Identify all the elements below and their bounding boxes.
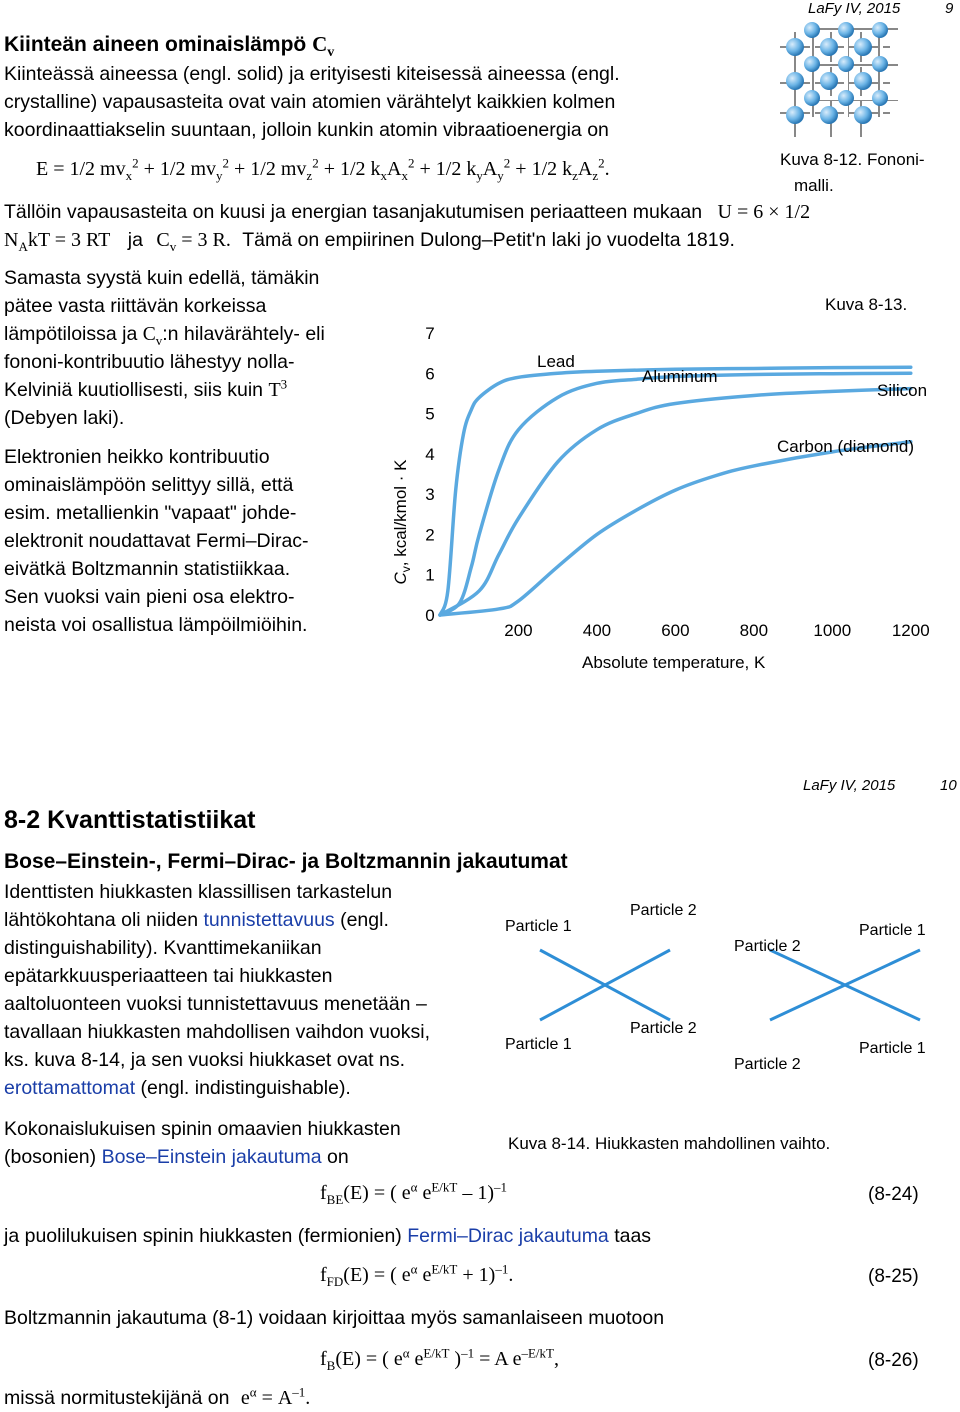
- link-fermi-dirac: Fermi–Dirac jakautuma: [407, 1225, 609, 1247]
- y-tick-label-4: 4: [425, 444, 435, 464]
- page-header: LaFy IV, 2015: [808, 0, 901, 17]
- link-bose-einstein: Bose–Einstein jakautuma: [101, 1146, 322, 1168]
- bose-line-1: Kokonaislukuisen spinin omaavien hiukkasten: [4, 1118, 401, 1140]
- fig12-caption-line1: Kuva 8-12. Fononi-: [780, 150, 925, 169]
- boltzmann-line: Boltzmannin jakautuma (8-1) voidaan kirjoittaa myös samanlaiseen muotoon: [4, 1307, 665, 1329]
- para1-line-4: fononi-kontribuutio lähestyy nolla-: [4, 351, 295, 373]
- equation-number-8-26: (8-26): [868, 1350, 919, 1371]
- heat-capacity-chart: [380, 280, 960, 680]
- para2-line-2: ominaislämpöön selittyy sillä, että: [4, 474, 294, 496]
- link-tunnistettavuus: tunnistettavuus: [203, 909, 335, 931]
- page2-number: 10: [940, 777, 957, 794]
- x-tick-label-400: 400: [582, 621, 612, 640]
- p2-line-6: tavallaan hiukkasten mahdollisen vaihdon vuoksi,: [4, 1021, 431, 1043]
- series-label-lead: Lead: [537, 352, 575, 371]
- y-tick-label-3: 3: [425, 485, 435, 505]
- equation-bose-einstein: $f_{BE}(E)$ = ( $e^\alpha$ $e^{E/kT} - 1)^{-1}$: [320, 1179, 508, 1207]
- x-tick-label-1000: 1000: [813, 621, 852, 640]
- page-title: Kiinteän aineen ominaislämpö $C_v$: [4, 32, 335, 61]
- x-tick-label-800: 800: [739, 621, 769, 640]
- fig14-label-p2-bottom-left: Particle 2: [630, 1020, 697, 1037]
- fig14-label-p1-top-left: Particle 1: [505, 918, 572, 935]
- section-subtitle: Bose–Einstein-, Fermi–Dirac- ja Boltzmannin jakautumat: [4, 850, 568, 873]
- fig14-label-p1-top-right: Particle 1: [859, 922, 926, 939]
- y-tick-label-0: 0: [425, 606, 435, 625]
- fig14-label-p2-bottom-right: Particle 2: [734, 1056, 801, 1073]
- series-label-carbon-diamond: Carbon (diamond): [777, 437, 915, 456]
- para2-line-6: Sen vuoksi vain pieni osa elektro-: [4, 586, 295, 608]
- equation-number-8-25: (8-25): [868, 1266, 919, 1287]
- fig14-label-p2-top-left: Particle 2: [630, 902, 697, 919]
- phonon-model-figure: [770, 22, 900, 144]
- fig14-label-p1-bottom-right: Particle 1: [859, 1040, 926, 1057]
- para2-line-4: elektronit noudattavat Fermi–Dirac-: [4, 530, 309, 552]
- p2-line-7: ks. kuva 8-14, ja sen vuoksi hiukkaset ovat ns.: [4, 1049, 406, 1071]
- page2-header: LaFy IV, 2015: [803, 777, 896, 794]
- y-tick-label-7: 7: [425, 324, 435, 343]
- curve-aluminum: [440, 373, 911, 615]
- y-tick-label-6: 6: [425, 364, 435, 384]
- intro-line-3: koordinaattiakselin suuntaan, jolloin kunkin atomin vibraatioenergia on: [4, 119, 609, 141]
- fermi-line: ja puolilukuisen spinin hiukkasten (fermionien) Fermi–Dirac jakautuma taas: [4, 1225, 652, 1247]
- y-tick-label-2: 2: [425, 525, 435, 545]
- dof-line-2: $N_AkT = 3$ RT ja $C_v = 3$ R. Tämä on empiirinen Dulong–Petit'n laki jo vuodelta 1819.: [4, 229, 735, 254]
- para2-line-3: esim. metallienkin "vapaat" johde-: [4, 502, 297, 524]
- para1-line-6: (Debyen laki).: [4, 407, 125, 429]
- fig14-label-p2-top-right: Particle 2: [734, 938, 801, 955]
- fig14-caption: Kuva 8-14. Hiukkasten mahdollinen vaihto.: [508, 1134, 831, 1153]
- section-title: 8-2 Kvanttistatistiikat: [4, 806, 256, 834]
- curve-silicon: [440, 389, 911, 615]
- p2-line-8: erottamattomat (engl. indistinguishable).: [4, 1077, 351, 1099]
- page-number: 9: [945, 0, 954, 17]
- fig14-label-p1-bottom-left: Particle 1: [505, 1036, 572, 1053]
- y-tick-label-5: 5: [425, 404, 435, 424]
- chart-caption: Kuva 8-13.: [825, 295, 908, 314]
- p2-line-4: epätarkkuusperiaatteen tai hiukkasten: [4, 965, 333, 987]
- series-label-aluminum: Aluminum: [642, 367, 718, 386]
- para1-line-5: Kelviniä kuutiollisesti, siis kuin $T^3$: [4, 376, 288, 401]
- x-tick-label-1200: 1200: [891, 621, 930, 640]
- para1-line-2: pätee vasta riittävän korkeissa: [4, 295, 267, 317]
- x-tick-label-600: 600: [661, 621, 690, 640]
- particle-exchange-figure: [500, 895, 950, 1090]
- normalization-line: missä normitustekijänä on $e^\alpha = A^{-1}$.: [4, 1384, 311, 1409]
- para1-line-3: lämpötiloissa ja $C_v:n$ hilavärähtely- eli: [4, 323, 325, 348]
- chart-ylabel: $C_v$, kcal/kmol · K: [391, 459, 413, 585]
- equation-number-8-24: (8-24): [868, 1184, 919, 1205]
- exchange-lines: [540, 950, 920, 1020]
- para2-line-7: neista voi osallistua lämpöilmiöihin.: [4, 614, 308, 636]
- para2-line-1: Elektronien heikko kontribuutio: [4, 446, 270, 468]
- equation-fermi-dirac: $f_{FD}(E)$ = ( $e^\alpha$ $e^{E/kT} + 1)^{-1}$.: [320, 1261, 514, 1289]
- p2-line-1: Identtisten hiukkasten klassillisen tarkastelun: [4, 881, 393, 903]
- x-tick-label-200: 200: [504, 621, 533, 640]
- intro-line-1: Kiinteässä aineessa (engl. solid) ja erityisesti kiteisessä aineessa (engl.: [4, 63, 620, 85]
- fig12-caption-line2: malli.: [794, 176, 834, 195]
- series-label-silicon: Silicon: [877, 381, 928, 400]
- dof-line-1: Tällöin vapausasteita on kuusi ja energian tasanjakutumisen periaatteen mukaan U = 6 × 1/2: [4, 201, 811, 223]
- bose-line-2: (bosonien) Bose–Einstein jakautuma on: [4, 1146, 349, 1168]
- p2-line-3: distinguishability). Kvanttimekaniikan: [4, 937, 322, 959]
- y-tick-label-1: 1: [425, 565, 435, 585]
- chart-xlabel: Absolute temperature, K: [582, 653, 766, 672]
- intro-line-2: crystalline) vapausasteita ovat vain atomien värähtelyt kaikkien kolmen: [4, 91, 616, 113]
- para2-line-5: eivätkä Boltzmannin statistiikkaa.: [4, 558, 291, 580]
- p2-line-2: lähtökohtana oli niiden tunnistettavuus (engl.: [4, 909, 389, 931]
- link-erottamattomat: erottamattomat: [4, 1077, 136, 1099]
- para1-line-1: Samasta syystä kuin edellä, tämäkin: [4, 267, 320, 289]
- energy-equation: E = 1/2 $mv_x^2 + 1/2$ $mv_y^2 + 1/2$ $mv_z^2 + 1/2$ $k_xA_x^2 + 1/2$ $k_yA_y^2 + 1/2$ $k_zA_z^2$.: [36, 155, 610, 183]
- equation-boltzmann: $f_B(E)$ = ( $e^\alpha$ $e^{E/kT}$ )$^{-1}$ = A $e^{-E/kT}$,: [320, 1345, 559, 1373]
- p2-line-5: aaltoluonteen vuoksi tunnistettavuus menetään –: [4, 993, 427, 1015]
